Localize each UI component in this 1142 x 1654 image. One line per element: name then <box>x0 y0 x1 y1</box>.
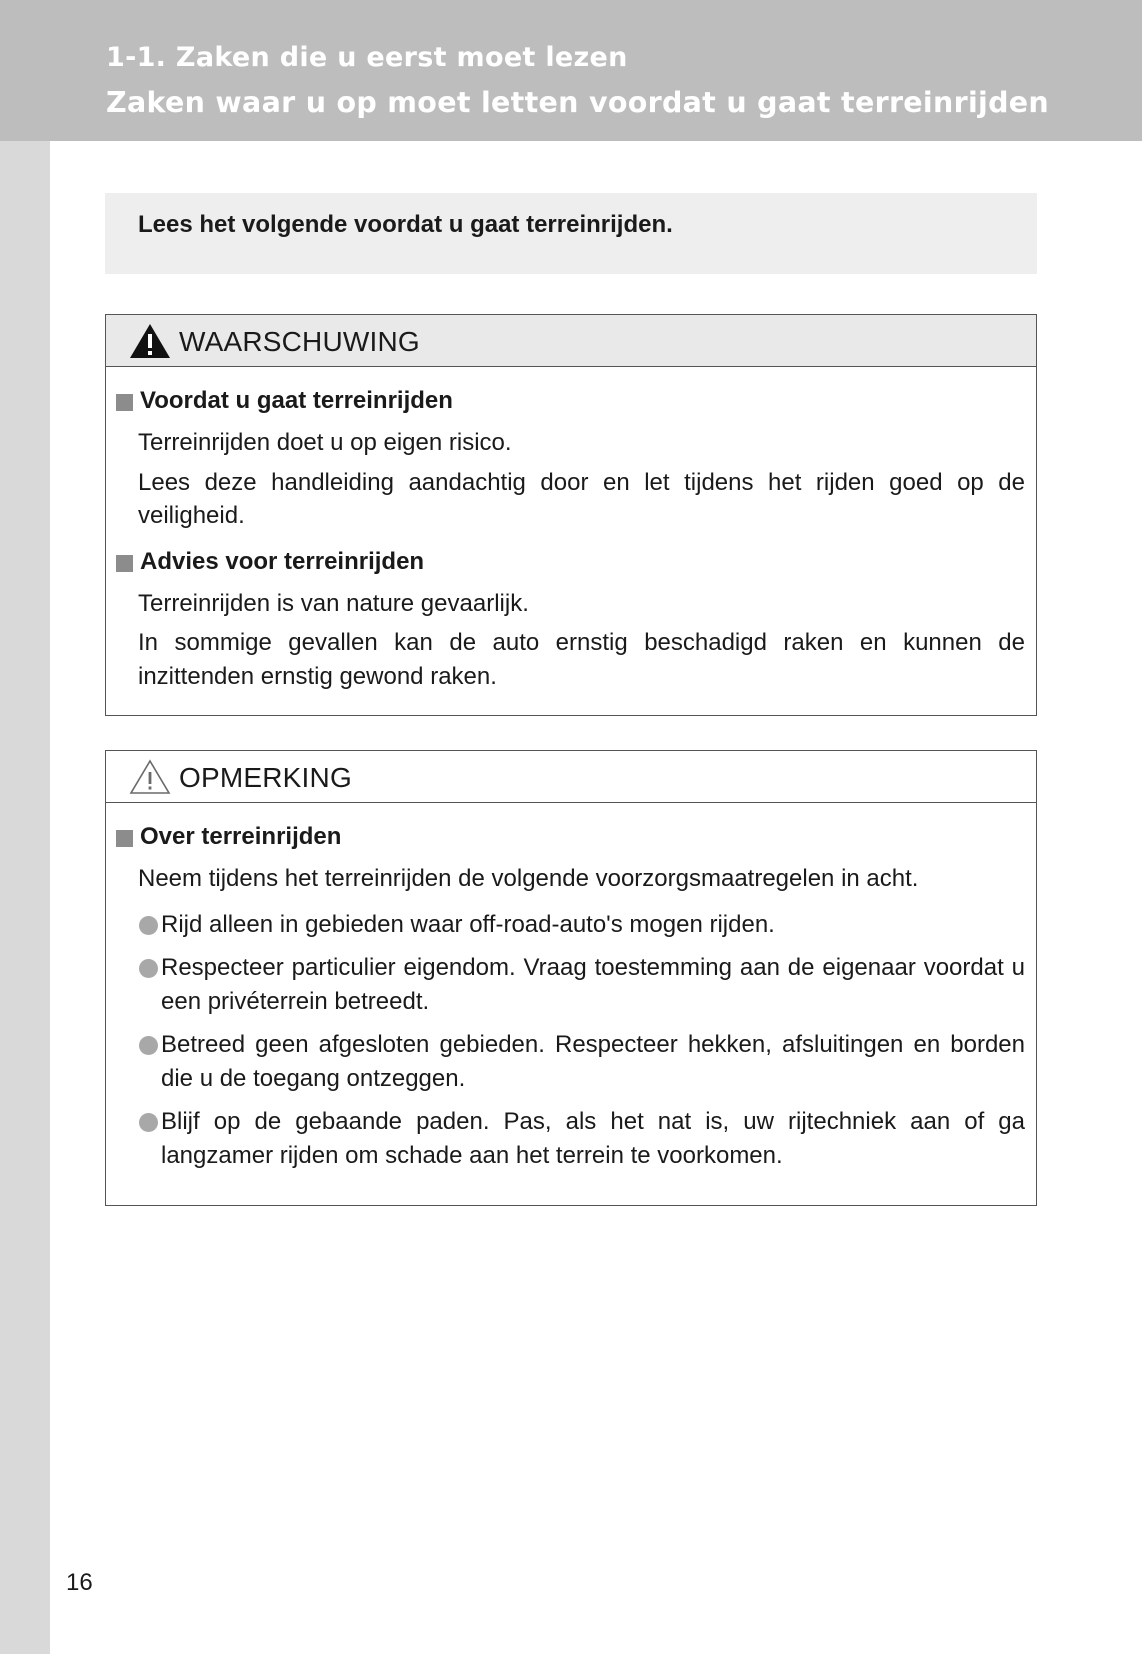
warning-panel <box>105 314 1037 716</box>
warning-header <box>106 315 1036 367</box>
notice-header <box>106 751 1036 803</box>
caution-triangle-icon <box>129 759 171 795</box>
round-bullet-icon <box>139 916 158 935</box>
side-margin-bar <box>0 141 50 1654</box>
square-bullet-icon <box>116 394 133 411</box>
notice-body <box>106 803 1036 1172</box>
warning-text: Lees deze handleiding aandachtig door en let tijdens het rijden goed op de veiligheid. <box>138 468 1025 529</box>
warning-section-title: Advies voor terreinrijden <box>116 545 1025 579</box>
section-heading: 1-1. Zaken die u eerst moet lezen <box>106 42 628 73</box>
notice-section-title: Over terreinrijden <box>116 820 1025 854</box>
warning-text: Terreinrijden is van nature gevaarlijk. <box>138 589 529 617</box>
intro-text: Lees het volgende voordat u gaat terreinrijden. <box>138 211 673 238</box>
warning-triangle-icon <box>129 323 171 359</box>
round-bullet-icon <box>139 1113 158 1132</box>
intro-box <box>105 193 1037 274</box>
warning-section-title: Voordat u gaat terreinrijden <box>116 384 1025 418</box>
page-title: Zaken waar u op moet letten voordat u gaat terreinrijden <box>106 86 1050 119</box>
round-bullet-icon <box>139 959 158 978</box>
warning-body <box>106 367 1036 693</box>
round-bullet-icon <box>139 1036 158 1055</box>
warning-text: Terreinrijden doet u op eigen risico. <box>138 429 512 456</box>
notice-label: OPMERKING <box>179 762 352 793</box>
square-bullet-icon <box>116 830 133 847</box>
notice-intro-text: Neem tijdens het terreinrijden de volgende voorzorgsmaatregelen in acht. <box>138 865 919 892</box>
square-bullet-icon <box>116 555 133 572</box>
list-item: Rijd alleen in gebieden waar off-road-auto's mogen rijden. <box>161 908 1025 942</box>
notice-panel <box>105 750 1037 1206</box>
warning-label: WAARSCHUWING <box>179 326 420 357</box>
list-item: Betreed geen afgesloten gebieden. Respecteer hekken, afsluitingen en borden die u de toegang ontzeggen. <box>161 1028 1025 1095</box>
page-header <box>0 0 1142 141</box>
warning-text: In sommige gevallen kan de auto ernstig beschadigd raken en kunnen de inzittenden ernstig gewond raken. <box>138 629 1025 690</box>
list-item: Respecteer particulier eigendom. Vraag toestemming aan de eigenaar voordat u een privéterrein betreedt. <box>161 951 1025 1018</box>
page-number: 16 <box>66 1569 93 1596</box>
list-item: Blijf op de gebaande paden. Pas, als het nat is, uw rijtechniek aan of ga langzamer rijden om schade aan het terrein te voorkomen. <box>161 1105 1025 1172</box>
